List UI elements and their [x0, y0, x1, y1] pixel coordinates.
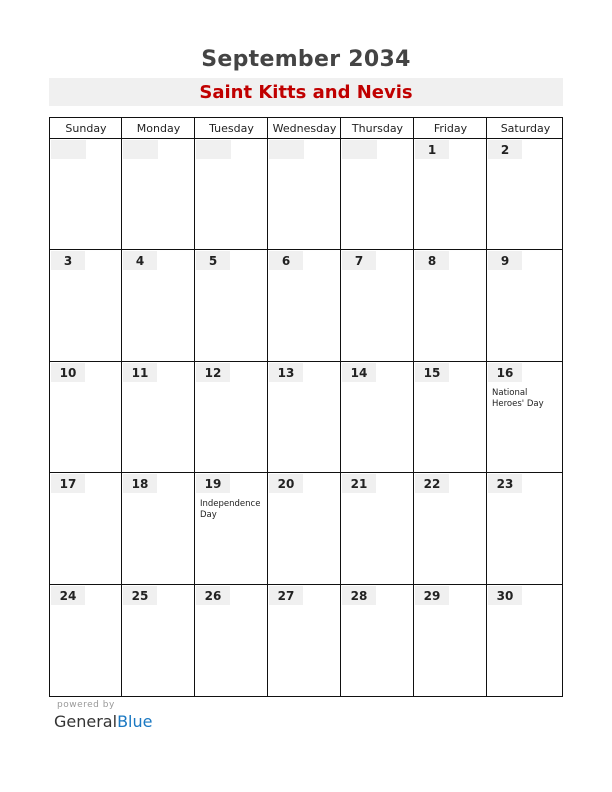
- day-cell: [122, 473, 194, 584]
- weekday-header-friday: Friday: [433, 122, 468, 135]
- day-cell: [50, 139, 121, 249]
- day-number: 2: [488, 140, 522, 159]
- day-cell: [195, 362, 267, 472]
- weekday-header-saturday: Saturday: [500, 122, 551, 135]
- day-number: 21: [342, 474, 376, 493]
- day-cell: [414, 473, 486, 584]
- day-number: 7: [342, 251, 376, 270]
- country-subtitle: Saint Kitts and Nevis: [199, 82, 413, 103]
- weekday-header-tuesday: Tuesday: [209, 122, 254, 135]
- day-number: 3: [51, 251, 85, 270]
- day-number: 12: [196, 363, 230, 382]
- brand-logo: [54, 712, 152, 731]
- weekday-header-monday: Monday: [136, 122, 181, 135]
- empty-day-marker: [123, 140, 158, 159]
- empty-day-marker: [269, 140, 304, 159]
- day-cell: [487, 585, 563, 695]
- day-number: 9: [488, 251, 522, 270]
- day-number: 20: [269, 474, 303, 493]
- day-cell: [341, 362, 413, 472]
- day-cell: [414, 362, 486, 472]
- day-cell: [341, 473, 413, 584]
- day-number: 17: [51, 474, 85, 493]
- day-cell: [195, 473, 267, 584]
- day-cell: [268, 139, 340, 249]
- day-cell: [195, 585, 267, 695]
- day-cell: [195, 139, 267, 249]
- weekday-header-thursday: Thursday: [351, 122, 404, 135]
- day-number: 30: [488, 586, 522, 605]
- day-cell: [268, 585, 340, 695]
- day-cell: [268, 250, 340, 361]
- day-cell: [341, 250, 413, 361]
- day-number: 8: [415, 251, 449, 270]
- empty-day-marker: [196, 140, 231, 159]
- day-number: 4: [123, 251, 157, 270]
- day-number: 26: [196, 586, 230, 605]
- day-number: 24: [51, 586, 85, 605]
- day-number: 13: [269, 363, 303, 382]
- day-cell: [341, 139, 413, 249]
- day-cell: [50, 250, 121, 361]
- day-number: 16: [488, 363, 522, 382]
- day-cell: [487, 250, 563, 361]
- weekday-header-wednesday: Wednesday: [272, 122, 337, 135]
- weekday-header-sunday: Sunday: [65, 122, 107, 135]
- day-number: 1: [415, 140, 449, 159]
- day-cell: [122, 585, 194, 695]
- calendar-grid: [49, 117, 563, 697]
- day-number: 11: [123, 363, 157, 382]
- day-cell: [50, 362, 121, 472]
- day-cell: [487, 362, 563, 472]
- day-cell: [122, 362, 194, 472]
- day-cell: [414, 585, 486, 695]
- day-number: 10: [51, 363, 85, 382]
- holiday-label: National Heroes' Day: [492, 388, 544, 409]
- day-cell: [268, 473, 340, 584]
- day-number: 23: [488, 474, 522, 493]
- day-cell: [195, 250, 267, 361]
- day-number: 27: [269, 586, 303, 605]
- day-number: 18: [123, 474, 157, 493]
- brand-general: General: [54, 712, 118, 731]
- brand-blue: Blue: [117, 712, 153, 731]
- day-cell: [268, 362, 340, 472]
- empty-day-marker: [342, 140, 377, 159]
- page-title: September 2034: [201, 47, 411, 72]
- day-cell: [341, 585, 413, 695]
- day-number: 25: [123, 586, 157, 605]
- holiday-label: Independence Day: [200, 499, 261, 520]
- day-number: 5: [196, 251, 230, 270]
- day-cell: [122, 139, 194, 249]
- subtitle-band: [49, 78, 563, 106]
- day-number: 19: [196, 474, 230, 493]
- day-number: 6: [269, 251, 303, 270]
- day-cell: [414, 250, 486, 361]
- day-cell: [487, 139, 563, 249]
- day-cell: [50, 473, 121, 584]
- day-cell: [122, 250, 194, 361]
- empty-day-marker: [51, 140, 86, 159]
- day-cell: [414, 139, 486, 249]
- day-cell: [487, 473, 563, 584]
- day-cell: [50, 585, 121, 695]
- powered-by-label: powered by: [57, 700, 115, 710]
- day-number: 28: [342, 586, 376, 605]
- day-number: 22: [415, 474, 449, 493]
- day-number: 29: [415, 586, 449, 605]
- day-number: 14: [342, 363, 376, 382]
- day-number: 15: [415, 363, 449, 382]
